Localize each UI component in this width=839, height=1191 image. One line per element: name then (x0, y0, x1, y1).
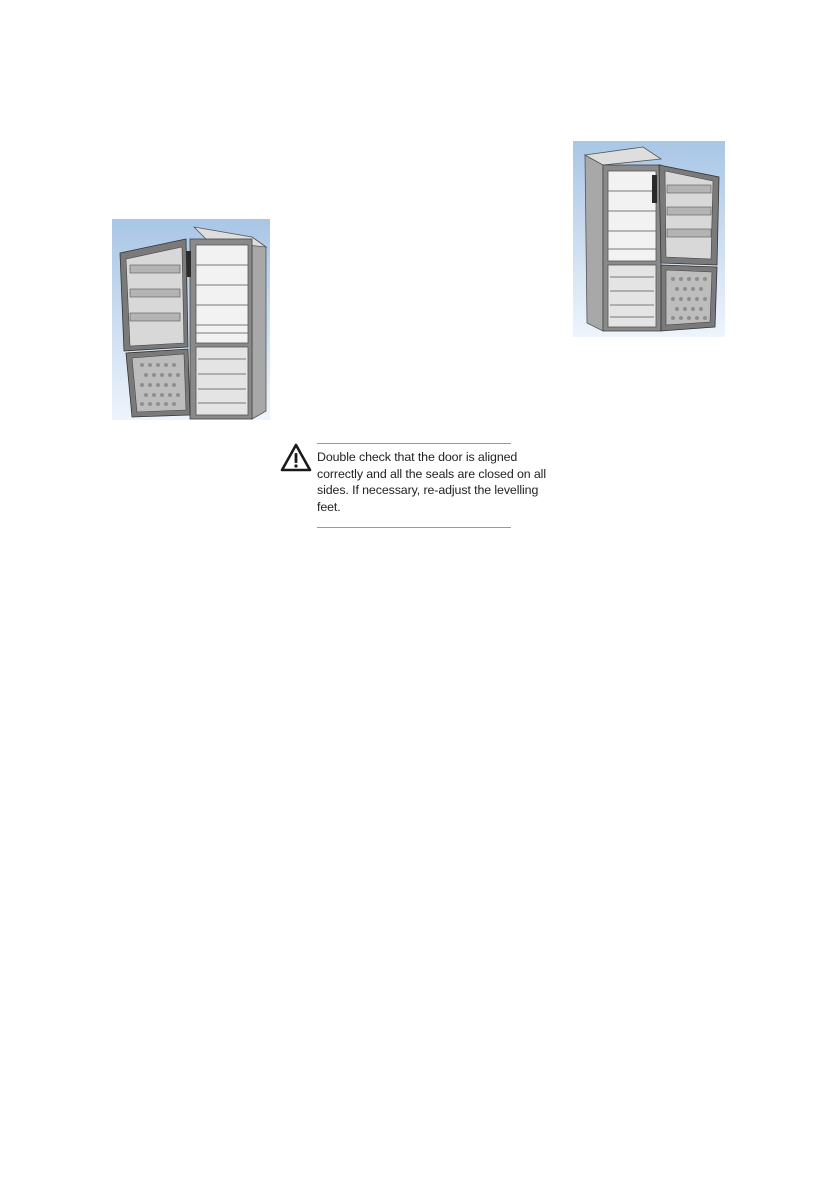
warning-triangle-icon (280, 443, 312, 473)
warning-line: Double check that the door is aligned (317, 450, 518, 464)
warning-line: correctly and all the seals are closed on all (317, 466, 546, 481)
warning-line: sides. If necessary, re-adjust the levelling (317, 483, 539, 497)
warning-line: feet. (317, 499, 341, 514)
divider-top (317, 443, 511, 444)
warning-text (317, 449, 546, 515)
fridge-open-doors-right-illustration (573, 141, 725, 337)
fridge-right-svg (573, 141, 725, 337)
fridge-open-doors-left-illustration (112, 219, 270, 420)
fridge-left-svg (112, 219, 270, 420)
warning-note (280, 443, 546, 529)
divider-bottom (317, 527, 511, 528)
